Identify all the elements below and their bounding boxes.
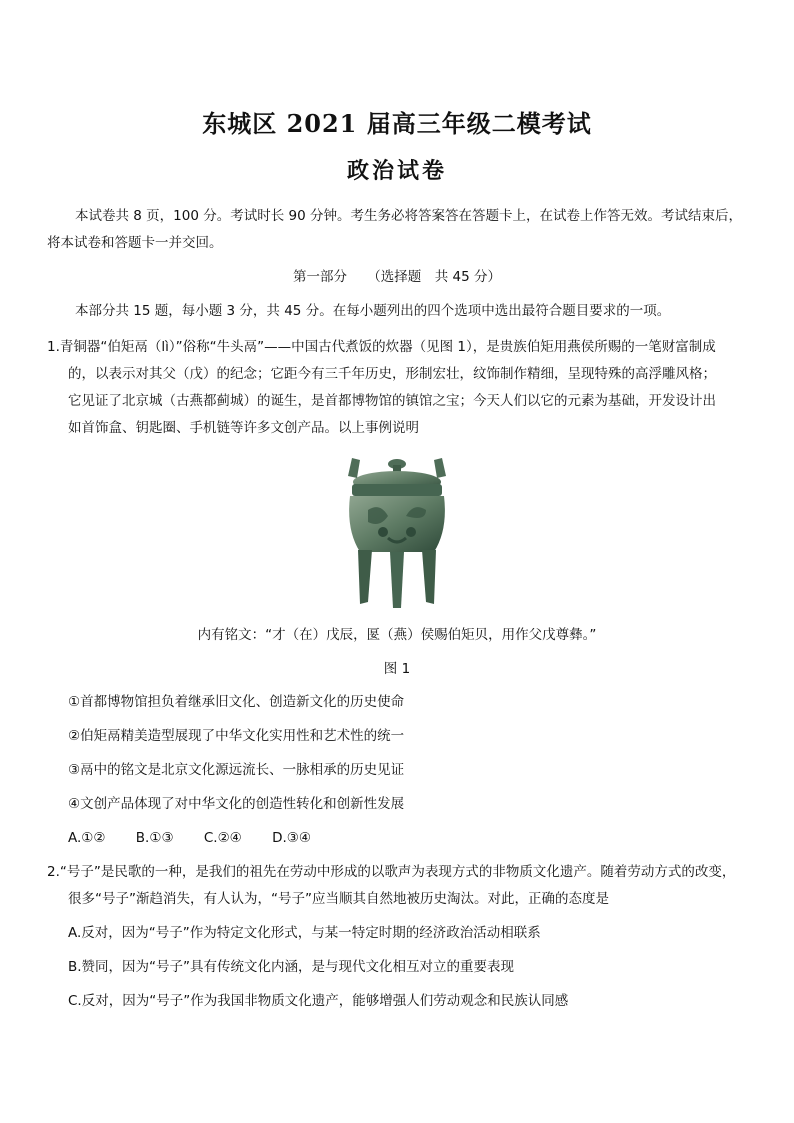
- exam-title: 东城区 2021 届高三年级二模考试: [202, 109, 592, 138]
- q1-statement-4: ④文创产品体现了对中华文化的创造性转化和创新性发展: [68, 796, 405, 812]
- figure-caption: 内有铭文：“才（在）戊辰，匽（燕）侯赐伯矩贝，用作父戊尊彝。”: [197, 627, 597, 643]
- part-heading: 第一部分 （选择题 共 45 分）: [292, 269, 501, 285]
- q2-option-b[interactable]: B.赞同，因为“号子”具有传统文化内涵，是与现代文化相互对立的重要表现: [68, 959, 515, 975]
- part-instruction: 本部分共 15 题，每小题 3 分，共 45 分。在每小题列出的四个选项中选出最符合题目要求的一项。: [75, 303, 671, 319]
- exam-subtitle: 政治试卷: [346, 158, 447, 184]
- q1-options: [68, 825, 337, 852]
- q1-statement-1: ①首都博物馆担负着继承旧文化、创造新文化的历史使命: [68, 694, 405, 710]
- figure-label: 图 1: [383, 661, 411, 677]
- q1-line-1: 1.青铜器“伯矩鬲（lì）”俗称“牛头鬲”——中国古代煮饭的炊器（见图 1），是贵族伯矩用燕侯所赐的一笔财富制成: [47, 339, 716, 355]
- bronze-li-vessel-image: [338, 452, 456, 612]
- intro-line-1: 本试卷共 8 页，100 分。考试时长 90 分钟。考生务必将答案答在答题卡上，在试卷上作答无效。考试结束后，: [75, 208, 742, 224]
- intro-line-2: 将本试卷和答题卡一并交回。: [47, 235, 223, 251]
- q2-option-c[interactable]: C.反对，因为“号子”作为我国非物质文化遗产，能够增强人们劳动观念和民族认同感: [68, 993, 569, 1009]
- q1-statement-2: ②伯矩鬲精美造型展现了中华文化实用性和艺术性的统一: [68, 728, 405, 744]
- q1-option-c[interactable]: C.②④: [203, 830, 242, 846]
- q1-statement-3: ③鬲中的铭文是北京文化源远流长、一脉相承的历史见证: [68, 762, 405, 778]
- q2-option-a[interactable]: A.反对，因为“号子”作为特定文化形式，与某一特定时期的经济政治活动相联系: [68, 925, 541, 941]
- q1-option-d[interactable]: D.③④: [272, 830, 311, 846]
- q1-line-3: 它见证了北京城（古燕都蓟城）的诞生，是首都博物馆的镇馆之宝；今天人们以它的元素为基础，开发设计出: [68, 393, 716, 409]
- q1-option-a[interactable]: A.①②: [68, 830, 106, 846]
- q1-line-4: 如首饰盒、钥匙圈、手机链等许多文创产品。以上事例说明: [68, 420, 419, 436]
- q1-option-b[interactable]: B.①③: [135, 830, 174, 846]
- q2-line-2: 很多“号子”渐趋消失，有人认为，“号子”应当顺其自然地被历史淘汰。对此，正确的态度是: [68, 891, 609, 907]
- q2-line-1: 2.“号子”是民歌的一种，是我们的祖先在劳动中形成的以歌声为表现方式的非物质文化遗产。随着劳动方式的改变，: [47, 864, 736, 880]
- q1-line-2: 的，以表示对其父（戊）的纪念；它距今有三千年历史，形制宏壮，纹饰制作精细，呈现特殊的高浮雕风格；: [68, 366, 716, 382]
